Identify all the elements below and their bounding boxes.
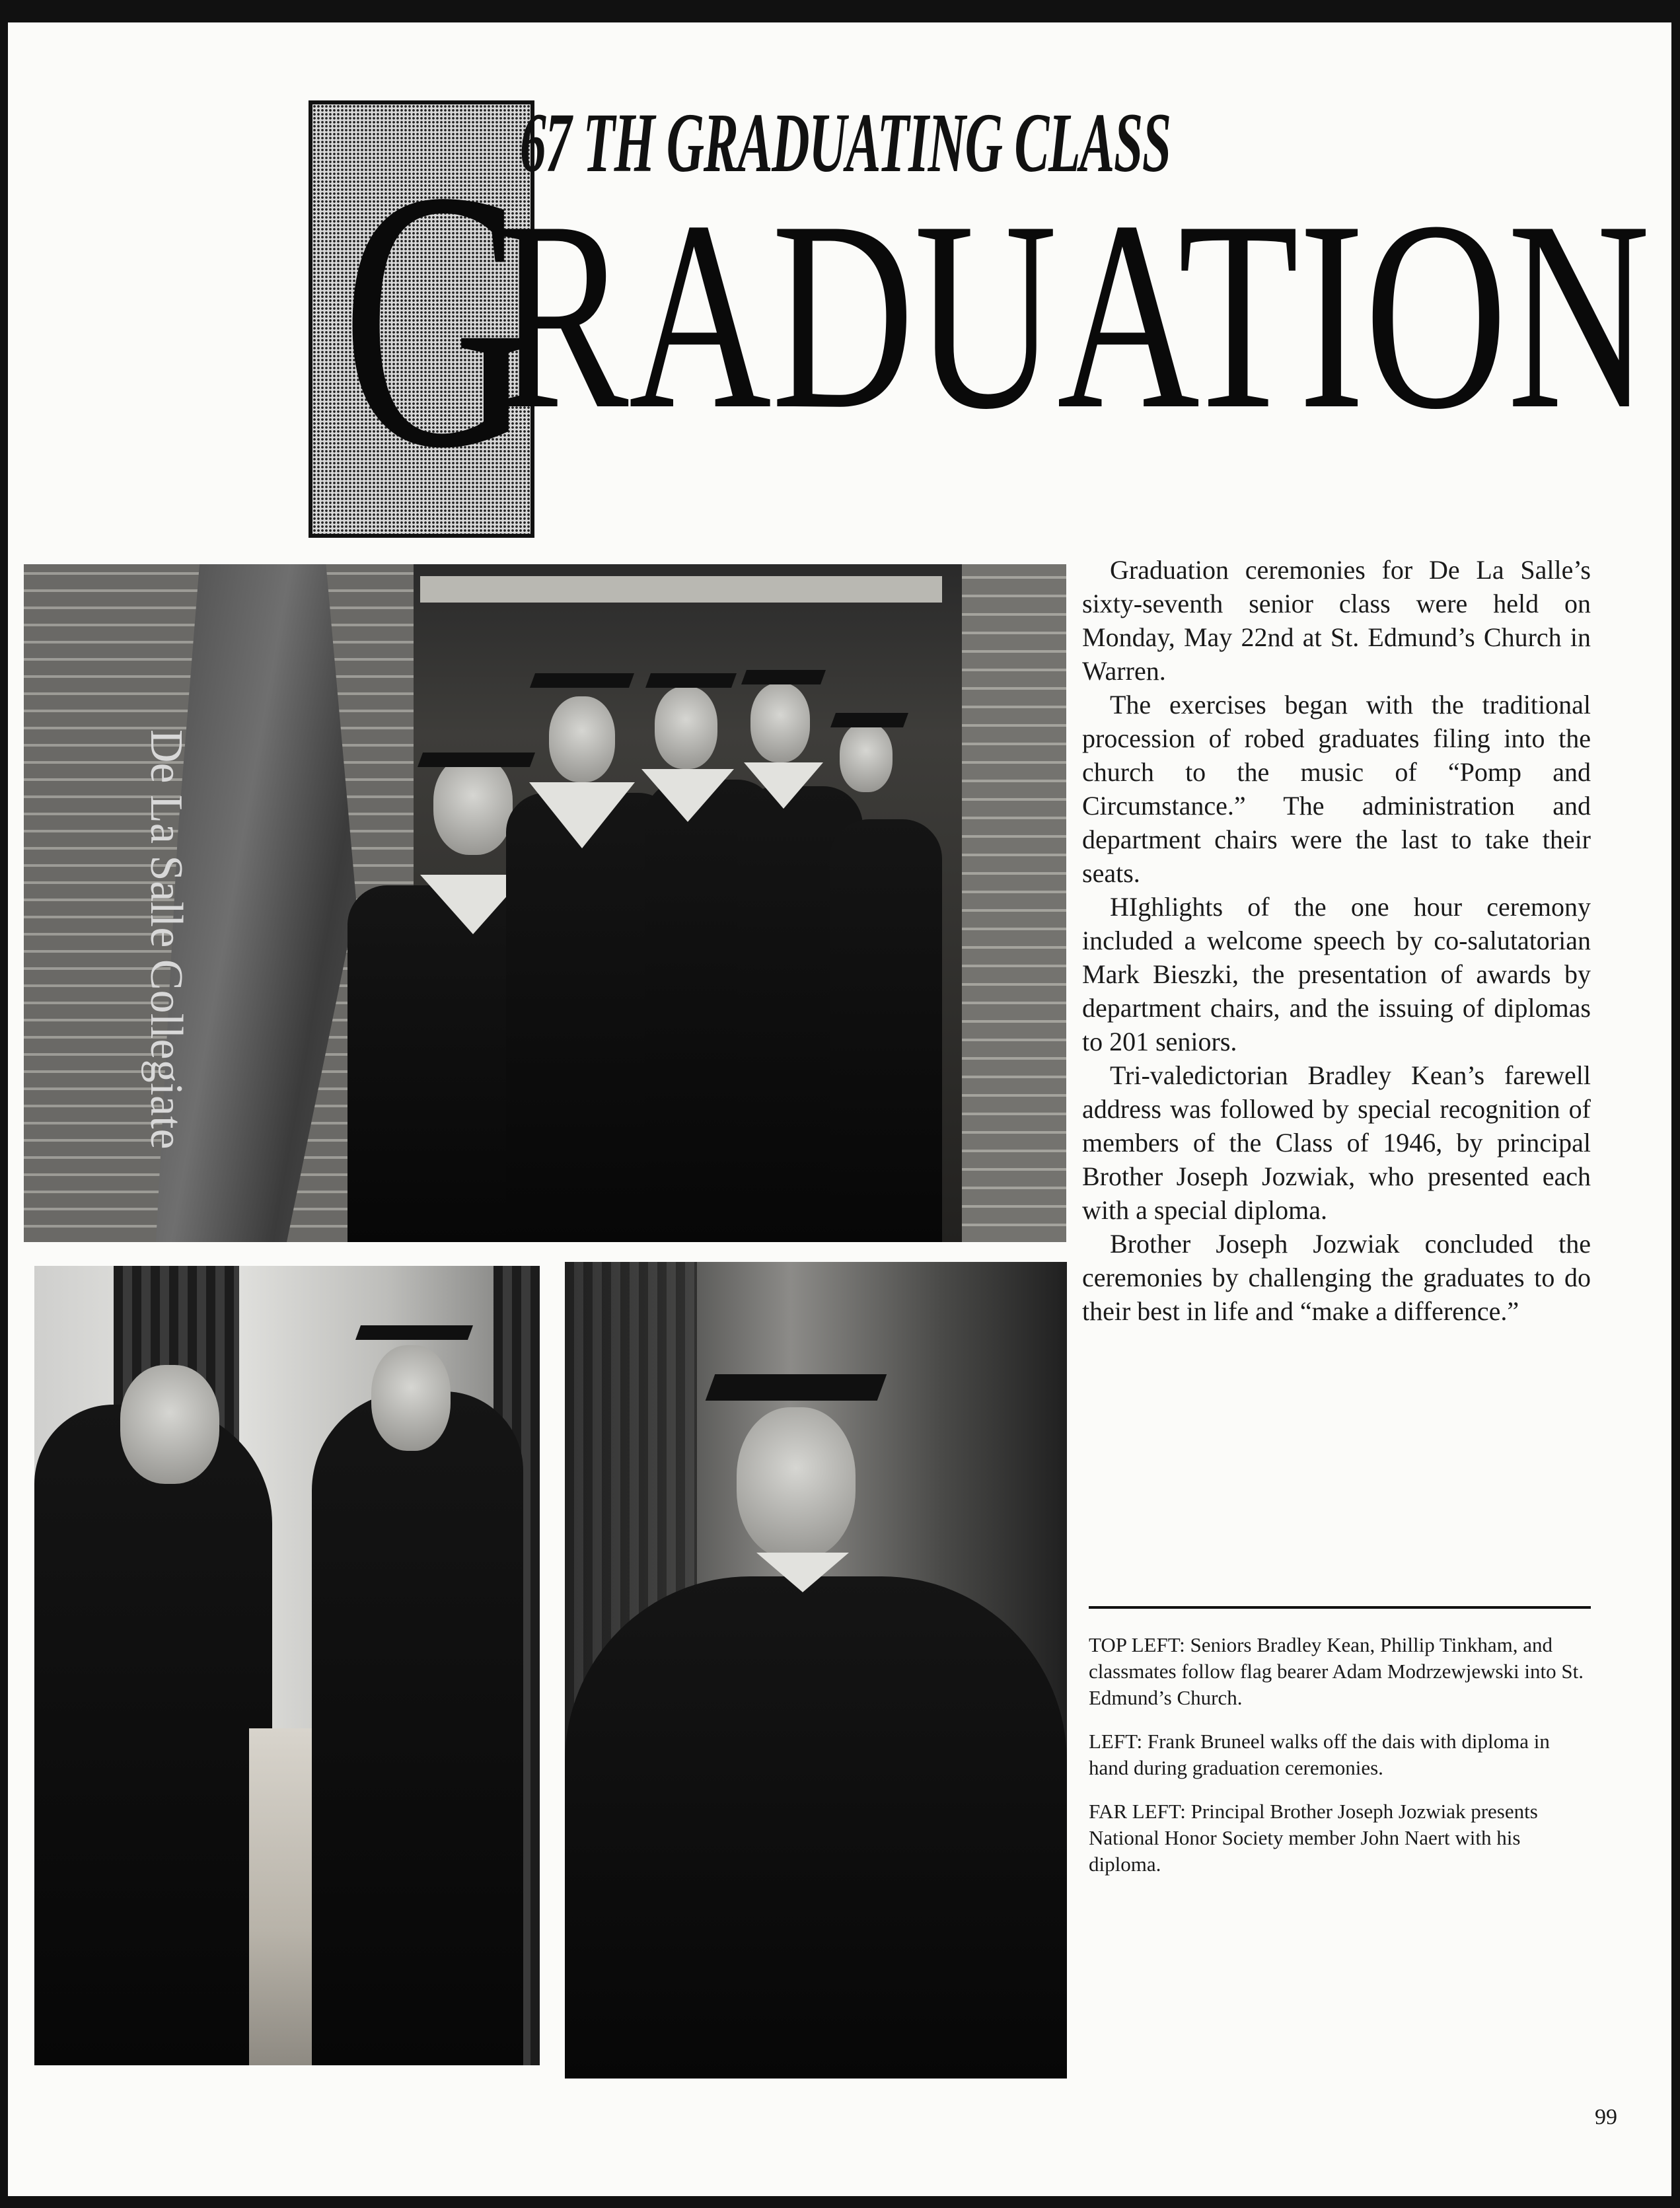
yearbook-page: [8, 22, 1671, 2196]
graduate-face: [840, 723, 893, 792]
caption-top-left: TOP LEFT: Seniors Bradley Kean, Phillip Tinkham, and classmates follow flag bearer Adam Modrzewjewski into St. Edmund’s Church.: [1089, 1633, 1584, 1709]
photo-diploma-presentation: [34, 1266, 540, 2065]
principal-face: [120, 1365, 219, 1484]
article-paragraph: HIghlights of the one hour ceremony included a welcome speech by co-salutatorian Mark Bieszki, the presentation of awards by department chairs, and the issuing of diplomas to 201 seniors.: [1082, 892, 1591, 1056]
title-initial-letter: G: [342, 115, 534, 525]
article-paragraph: Graduation ceremonies for De La Salle’s sixty-seventh senior class were held on Monday, May 22nd at St. Edmund’s Church in Warren.: [1082, 555, 1591, 686]
graduate-face: [655, 686, 717, 769]
flag-lettering: De La Salle Collegiate: [141, 729, 192, 1150]
graduate-cap: [741, 670, 826, 684]
graduate-cap: [645, 673, 737, 688]
article-paragraph: Tri-valedictorian Bradley Kean’s farewell address was followed by special recognition of members of the Class of 1946, by principal Brother Joseph Jozwiak, who presented each with a special diploma.: [1082, 1060, 1591, 1225]
brick-wall-right: [962, 564, 1066, 1242]
graduate-figure: [312, 1391, 523, 2065]
article-paragraph: The exercises began with the traditional procession of robed graduates filing into the church to the music of “Pomp and Circumstance.” The administration and department chairs were the last to take their seats.: [1082, 690, 1591, 888]
photo-procession: [24, 564, 1066, 1242]
graduate-cap: [706, 1374, 887, 1401]
page-number: 99: [1595, 2105, 1617, 2129]
graduate-face: [737, 1407, 856, 1559]
caption-left: LEFT: Frank Bruneel walks off the dais with diploma in hand during graduation ceremonies.: [1089, 1730, 1550, 1779]
graduate-face: [371, 1345, 451, 1451]
graduate-face: [549, 696, 615, 782]
article-body: [1082, 553, 1591, 1328]
graduate-cap: [530, 673, 634, 688]
graduate-cap: [418, 753, 535, 767]
graduate-face: [750, 683, 810, 762]
page-subtitle: 67 TH GRADUATING CLASS: [520, 96, 1171, 190]
graduate-face: [433, 756, 513, 855]
caption-divider: [1089, 1606, 1591, 1609]
article-paragraph: Brother Joseph Jozwiak concluded the ceremonies by challenging the graduates to do their best in life and “make a difference.”: [1082, 1229, 1591, 1326]
page-title: RADUATION: [497, 165, 1650, 465]
graduate-cap: [830, 713, 908, 727]
graduate-figure: [830, 819, 942, 1242]
photo-captions: [1089, 1632, 1591, 1895]
graduate-figure: [565, 1576, 1067, 2079]
caption-far-left: FAR LEFT: Principal Brother Joseph Jozwiak presents National Honor Society member John Naert with his diploma.: [1089, 1800, 1538, 1876]
door-frame: [420, 576, 942, 603]
photo-graduate-walk: [565, 1262, 1067, 2079]
graduate-cap: [355, 1325, 473, 1340]
principal-figure: [34, 1405, 272, 2065]
